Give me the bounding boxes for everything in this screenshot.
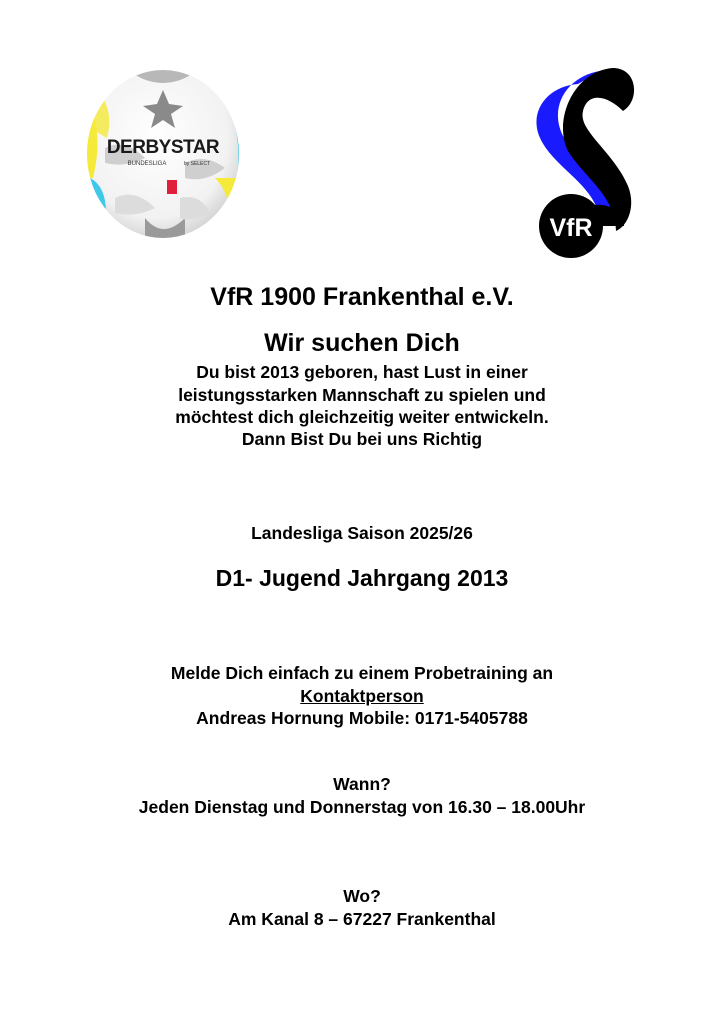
contact-person: Andreas Hornung Mobile: 0171-5405788 — [196, 708, 528, 728]
club-name-heading: VfR 1900 Frankenthal e.V. — [210, 283, 514, 311]
intro-line-4: Dann Bist Du bei uns Richtig — [241, 429, 483, 449]
contact-invite: Melde Dich einfach zu einem Probetraining an — [170, 663, 554, 683]
club-badge-text: VfR — [549, 214, 593, 242]
intro-line-3: möchtest dich gleichzeitig weiter entwickeln. — [175, 407, 549, 427]
when-text: Jeden Dienstag und Donnerstag von 16.30 – 18.00Uhr — [138, 797, 586, 817]
vfr-club-logo — [528, 66, 638, 258]
season-text: Landesliga Saison 2025/26 — [251, 523, 473, 543]
headline: Wir suchen Dich — [264, 329, 460, 357]
ball-select-text: by SELECT — [183, 161, 211, 167]
football-image — [85, 68, 241, 240]
team-heading: D1- Jugend Jahrgang 2013 — [215, 565, 509, 591]
intro-line-1: Du bist 2013 geboren, hast Lust in einer — [196, 362, 528, 382]
intro-line-2: leistungsstarken Mannschaft zu spielen und — [178, 385, 546, 405]
where-label: Wo? — [343, 886, 381, 906]
where-text: Am Kanal 8 – 67227 Frankenthal — [228, 909, 496, 929]
ball-brand-text: DERBYSTAR — [106, 137, 220, 158]
ball-sub-text: BUNDESLIGA — [127, 161, 167, 167]
when-label: Wann? — [333, 774, 391, 794]
contact-label: Kontaktperson — [300, 686, 424, 706]
